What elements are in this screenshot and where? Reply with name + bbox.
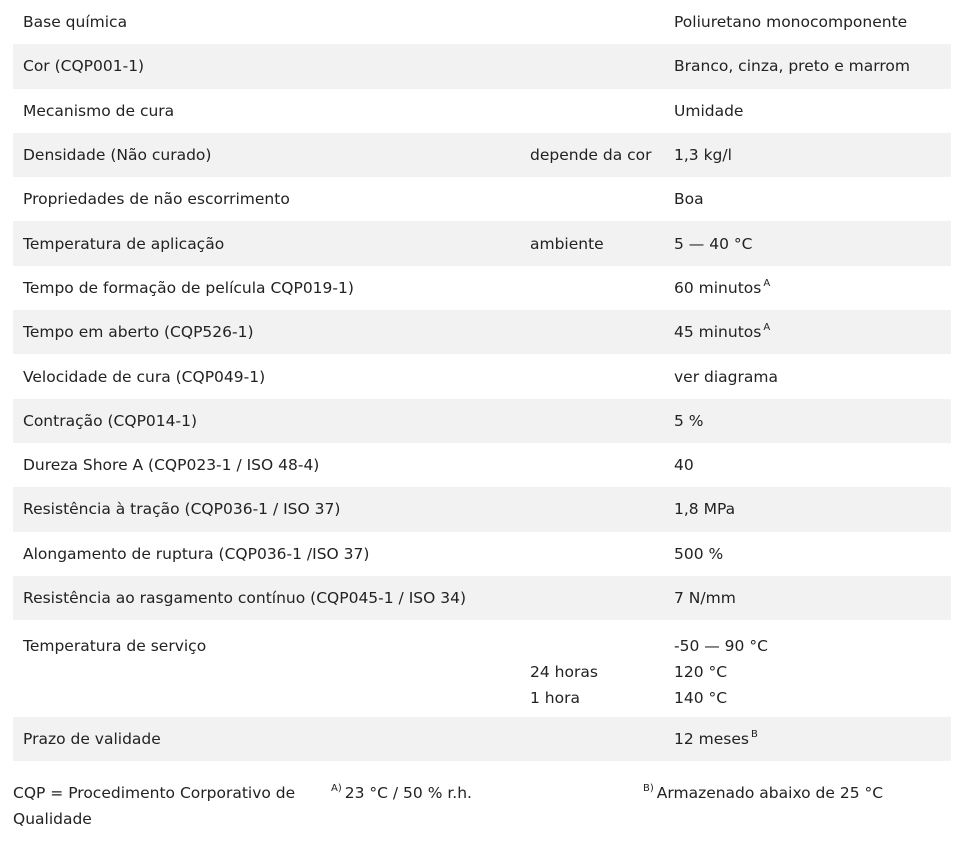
property-label: Resistência ao rasgamento contínuo (CQP045-1 / ISO 34) — [13, 576, 520, 620]
table-row — [13, 576, 951, 620]
condition-text: 1 hora — [530, 689, 580, 708]
condition-cell — [520, 399, 664, 443]
property-label: Propriedades de não escorrimento — [23, 190, 290, 209]
value-cell — [664, 576, 951, 620]
condition-cell: depende da cor — [520, 133, 664, 177]
value-cell — [664, 487, 951, 531]
table-row — [13, 310, 951, 354]
condition-cell — [520, 576, 664, 620]
table-row — [13, 266, 951, 310]
value-text: 1,3 kg/l — [674, 146, 732, 165]
condition-cell — [520, 0, 664, 44]
property-label: Prazo de validade — [13, 717, 520, 761]
value-text: 120 °C — [674, 663, 728, 682]
table-row — [13, 0, 951, 44]
table-row — [13, 44, 951, 88]
value-cell — [664, 620, 951, 717]
condition-cell — [520, 266, 664, 310]
value-cell — [664, 399, 951, 443]
value-text: Poliuretano monocomponente — [674, 13, 908, 32]
condition-cell — [520, 487, 664, 531]
value-text: 140 °C — [674, 689, 728, 708]
property-label: Temperatura de aplicação — [13, 221, 520, 265]
value-cell — [664, 177, 951, 221]
property-label: Temperatura de serviço — [23, 637, 207, 656]
condition-text: 24 horas — [530, 663, 598, 682]
table-row — [13, 221, 951, 265]
value-text: 40 — [674, 456, 694, 475]
footnote-cqp: CQP = Procedimento Corporativo de Qualidade — [13, 784, 296, 828]
footnote-ref: A — [763, 277, 771, 289]
property-label: Cor (CQP001-1) — [13, 44, 520, 88]
value-cell — [664, 89, 951, 133]
table-row — [13, 399, 951, 443]
footnote-ref: B — [750, 729, 758, 741]
value-cell — [664, 532, 951, 576]
condition-cell — [520, 620, 664, 717]
property-label: Base química — [23, 13, 128, 32]
value-text: Umidade — [674, 101, 744, 120]
table-row — [13, 487, 951, 531]
footnote-a — [331, 780, 472, 806]
table-row — [13, 354, 951, 398]
footnote-b-text: Armazenado abaixo de 25 °C — [656, 784, 884, 802]
value-cell — [664, 0, 951, 44]
value-text: 12 meses — [674, 730, 749, 749]
value-cell — [664, 44, 951, 88]
value-cell — [664, 133, 951, 177]
value-text: ver diagrama — [674, 367, 778, 386]
value-text: 7 N/mm — [674, 589, 736, 607]
properties-table — [13, 0, 951, 761]
condition-text — [530, 633, 654, 659]
value-cell — [664, 266, 951, 310]
footnote-b-mark: B) — [643, 783, 654, 794]
value-text: 1,8 MPa — [674, 500, 736, 519]
footnote-ref: A — [763, 322, 771, 334]
value-cell — [664, 717, 951, 761]
condition-cell — [520, 89, 664, 133]
property-label: Tempo em aberto (CQP526-1) — [13, 310, 520, 354]
footnote-b — [643, 780, 883, 806]
value-text: Branco, cinza, preto e marrom — [674, 57, 910, 76]
condition-cell — [520, 177, 664, 221]
value-cell — [664, 354, 951, 398]
value-text: 500 % — [674, 544, 724, 563]
value-text: -50 — 90 °C — [674, 637, 768, 656]
table-row — [13, 177, 951, 221]
property-label: Velocidade de cura (CQP049-1) — [23, 367, 266, 386]
value-cell — [664, 310, 951, 354]
property-label: Tempo de formação de película CQP019-1) — [23, 278, 354, 297]
property-label: Alongamento de ruptura (CQP036-1 /ISO 37) — [23, 544, 370, 563]
table-row — [13, 532, 951, 576]
properties-table-body — [13, 0, 951, 761]
condition-cell — [520, 44, 664, 88]
condition-cell — [520, 532, 664, 576]
value-text: 60 minutos — [674, 278, 762, 297]
condition-cell: ambiente — [520, 221, 664, 265]
property-label: Mecanismo de cura — [23, 101, 175, 120]
condition-cell — [520, 354, 664, 398]
condition-cell — [520, 717, 664, 761]
footnote-a-text: 23 °C / 50 % r.h. — [344, 784, 472, 802]
property-label: Densidade (Não curado) — [13, 133, 520, 177]
footnote-a-mark: A) — [331, 783, 342, 794]
value-text: 45 minutos — [674, 323, 762, 342]
property-label: Resistência à tração (CQP036-1 / ISO 37) — [13, 487, 520, 531]
value-cell — [664, 443, 951, 487]
table-row — [13, 443, 951, 487]
condition-cell — [520, 443, 664, 487]
table-row-service-temperature — [13, 620, 951, 717]
property-label: Contração (CQP014-1) — [13, 399, 520, 443]
table-row-shelf-life — [13, 717, 951, 761]
property-label: Dureza Shore A (CQP023-1 / ISO 48-4) — [23, 456, 320, 475]
value-text: Boa — [674, 190, 704, 209]
condition-cell — [520, 310, 664, 354]
value-text: 5 — 40 °C — [674, 234, 753, 253]
value-text: 5 % — [674, 411, 704, 430]
value-cell — [664, 221, 951, 265]
table-row — [13, 89, 951, 133]
table-row — [13, 133, 951, 177]
